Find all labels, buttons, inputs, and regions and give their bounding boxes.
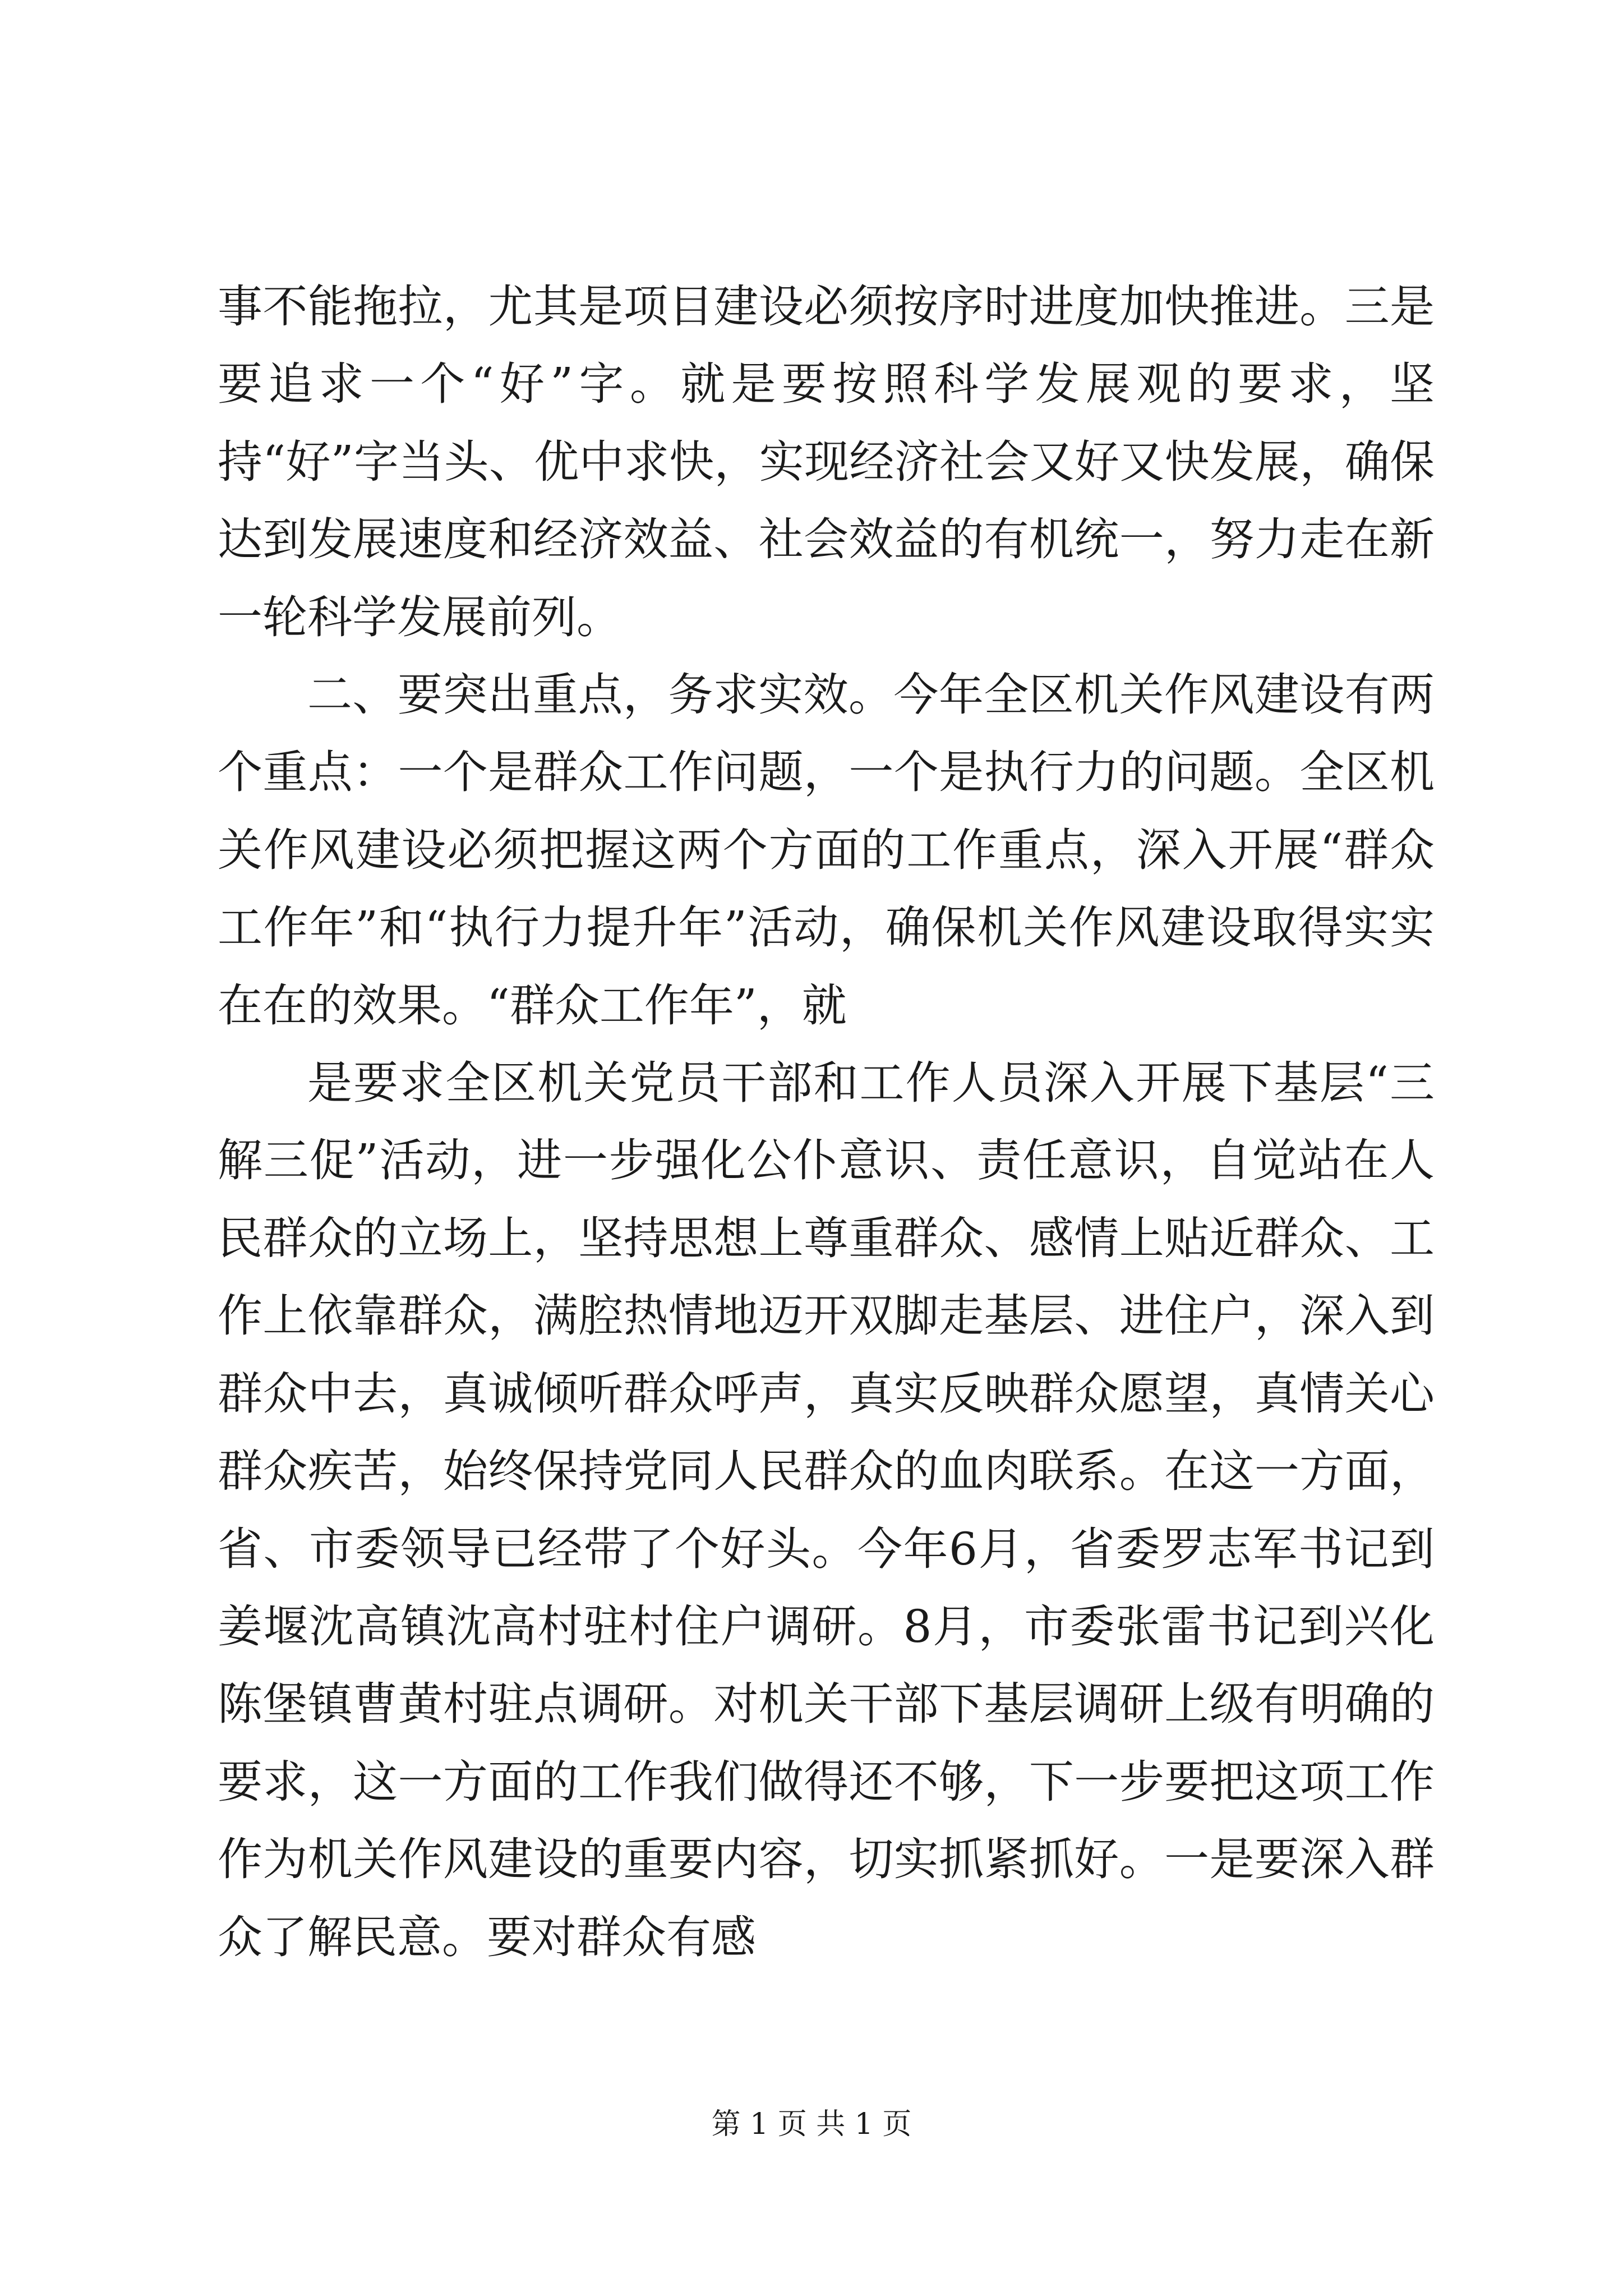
paragraph-3: 是要求全区机关党员干部和工作人员深入开展下基层“三解三促”活动，进一步强化公仆意识、责任意识，自觉站在人民群众的立场上，坚持思想上尊重群众、感情上贴近群众、工作上依靠群众，满腔热情地迈开双脚走基层、进住户，深入到群众中去，真诚倾听群众呼声，真实反映群众愿望，真情关心群众疾苦，始终保持党同人民群众的血肉联系。在这一方面，省、市委领导已经带了个好头。今年6月，省委罗志军书记到姜堰沈高镇沈高村驻村住户调研。8月，市委张雷书记到兴化陈堡镇曹黄村驻点调研。对机关干部下基层调研上级有明确的要求，这一方面的工作我们做得还不够，下一步要把这项工作作为机关作风建设的重要内容，切实抓紧抓好。一是要深入群众了解民意。要对群众有感: [218, 1057, 1435, 1963]
body-text: [218, 268, 1435, 1976]
page-footer: 第 1 页 共 1 页: [711, 2108, 912, 2141]
paragraph-1: 事不能拖拉，尤其是项目建设必须按序时进度加快推进。三是要追求一个“好”字。就是要按照科学发展观的要求，坚持“好”字当头、优中求快，实现经济社会又好又快发展，确保达到发展速度和经济效益、社会效益的有机统一，努力走在新一轮科学发展前列。: [218, 280, 1435, 643]
paragraph-2: 二、要突出重点，务求实效。今年全区机关作风建设有两个重点：一个是群众工作问题，一个是执行力的问题。全区机关作风建设必须把握这两个方面的工作重点，深入开展“群众工作年”和“执行力提升年”活动，确保机关作风建设取得实实在在的效果。“群众工作年”，就: [218, 669, 1435, 1032]
